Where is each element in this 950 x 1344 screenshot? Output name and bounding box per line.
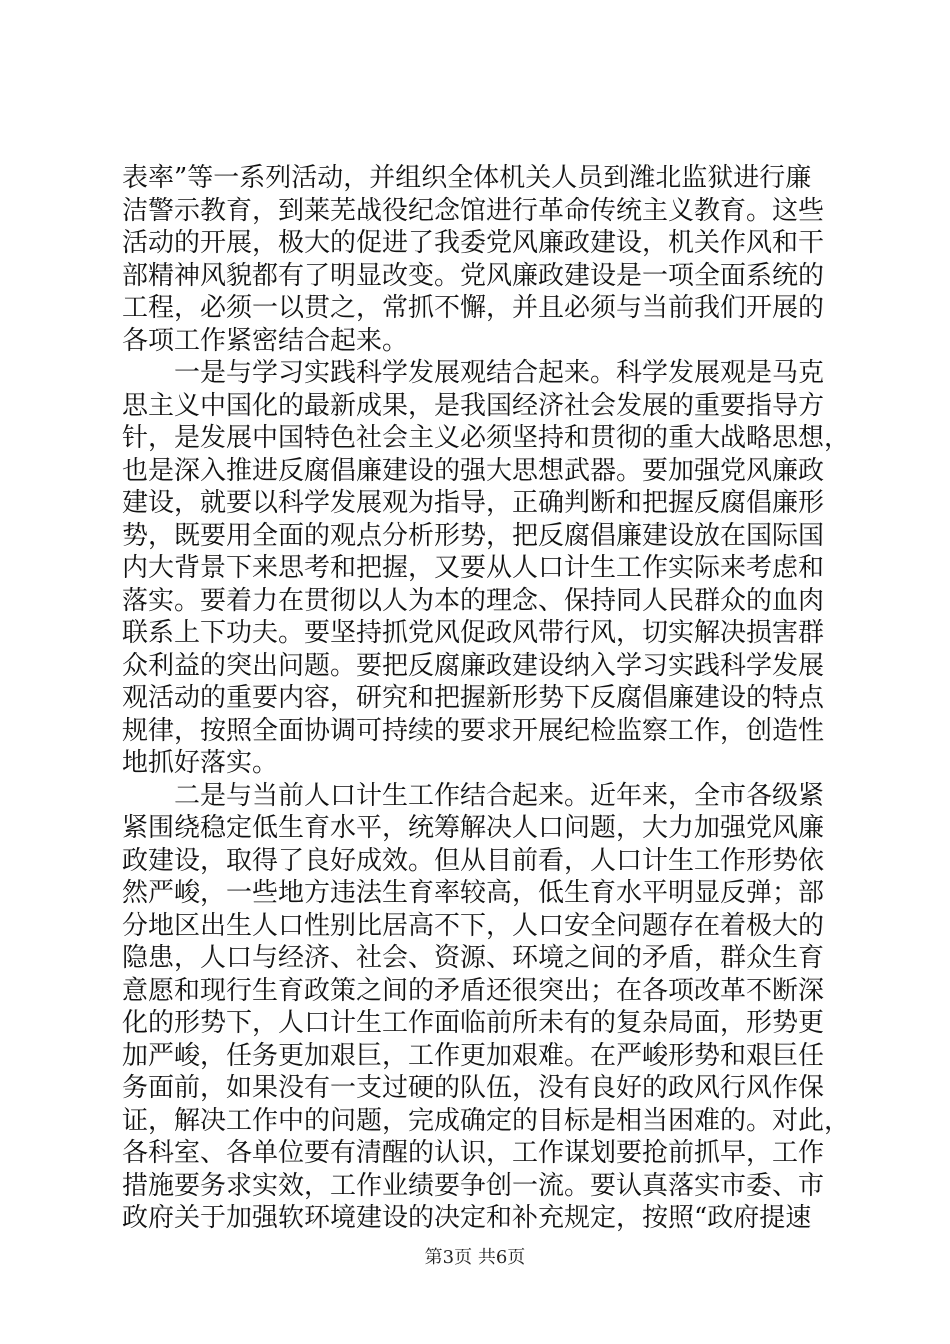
text-line: 规律，按照全面协调可持续的要求开展纪检监察工作，创造性 — [122, 715, 825, 746]
document-body — [122, 162, 851, 1235]
text-line: 内大背景下来思考和把握，又要从人口计生工作实际来考虑和 — [122, 553, 825, 583]
text-line: 众利益的突出问题。要把反腐廉政建设纳入学习实践科学发展 — [122, 650, 825, 681]
page-number-footer: 第3页 共6页 — [424, 1247, 526, 1268]
text-line: 政建设，取得了良好成效。但从目前看，人口计生工作形势依 — [122, 845, 825, 876]
text-line: 落实。要着力在贯彻以人为本的理念、保持同人民群众的血肉 — [122, 585, 825, 616]
text-line: 也是深入推进反腐倡廉建设的强大思想武器。要加强党风廉政 — [122, 455, 825, 486]
text-line: 措施要务求实效，工作业绩要争创一流。要认真落实市委、市 — [122, 1170, 825, 1201]
text-line: 表率”等一系列活动，并组织全体机关人员到潍北监狱进行廉 — [122, 163, 812, 193]
text-line: 政府关于加强软环境建设的决定和补充规定，按照“政府提速 — [122, 1203, 812, 1233]
text-line: 各科室、各单位要有清醒的认识，工作谋划要抢前抓早，工作 — [122, 1138, 825, 1168]
text-line: 地抓好落实。 — [122, 748, 279, 778]
text-line: 建设，就要以科学发展观为指导，正确判断和把握反腐倡廉形 — [122, 488, 825, 518]
text-line: 活动的开展，极大的促进了我委党风廉政建设，机关作风和干 — [122, 228, 825, 258]
text-line: 紧围绕稳定低生育水平，统筹解决人口问题，大力加强党风廉 — [122, 813, 825, 843]
text-line: 部精神风貌都有了明显改变。党风廉政建设是一项全面系统的 — [122, 260, 825, 291]
text-line: 务面前，如果没有一支过硬的队伍，没有良好的政风行风作保 — [122, 1073, 825, 1103]
text-line: 意愿和现行生育政策之间的矛盾还很突出；在各项改革不断深 — [122, 975, 825, 1006]
text-line: 分地区出生人口性别比居高不下，人口安全问题存在着极大的 — [122, 910, 825, 941]
text-line: 思主义中国化的最新成果，是我国经济社会发展的重要指导方 — [122, 390, 825, 421]
text-line: 二是与当前人口计生工作结合起来。近年来，全市各级紧 — [122, 780, 825, 811]
text-line: 观活动的重要内容，研究和把握新形势下反腐倡廉建设的特点 — [122, 683, 825, 713]
text-line: 一是与学习实践科学发展观结合起来。科学发展观是马克 — [122, 358, 825, 388]
text-line: 工程，必须一以贯之，常抓不懈，并且必须与当前我们开展的 — [122, 293, 825, 323]
text-line: 然严峻，一些地方违法生育率较高，低生育水平明显反弹；部 — [122, 878, 825, 908]
text-line: 加严峻，任务更加艰巨，工作更加艰难。在严峻形势和艰巨任 — [122, 1040, 825, 1071]
text-line: 各项工作紧密结合起来。 — [122, 325, 409, 356]
text-line: 化的形势下，人口计生工作面临前所未有的复杂局面，形势更 — [122, 1008, 825, 1038]
text-line: 洁警示教育，到莱芜战役纪念馆进行革命传统主义教育。这些 — [122, 195, 825, 226]
text-line: 联系上下功夫。要坚持抓党风促政风带行风，切实解决损害群 — [122, 618, 825, 648]
text-line: 针，是发展中国特色社会主义必须坚持和贯彻的重大战略思想， — [122, 423, 851, 453]
text-line: 势，既要用全面的观点分析形势，把反腐倡廉建设放在国际国 — [122, 520, 825, 551]
text-line: 隐患，人口与经济、社会、资源、环境之间的矛盾，群众生育 — [122, 943, 825, 973]
text-line: 证，解决工作中的问题，完成确定的目标是相当困难的。对此， — [122, 1105, 851, 1136]
